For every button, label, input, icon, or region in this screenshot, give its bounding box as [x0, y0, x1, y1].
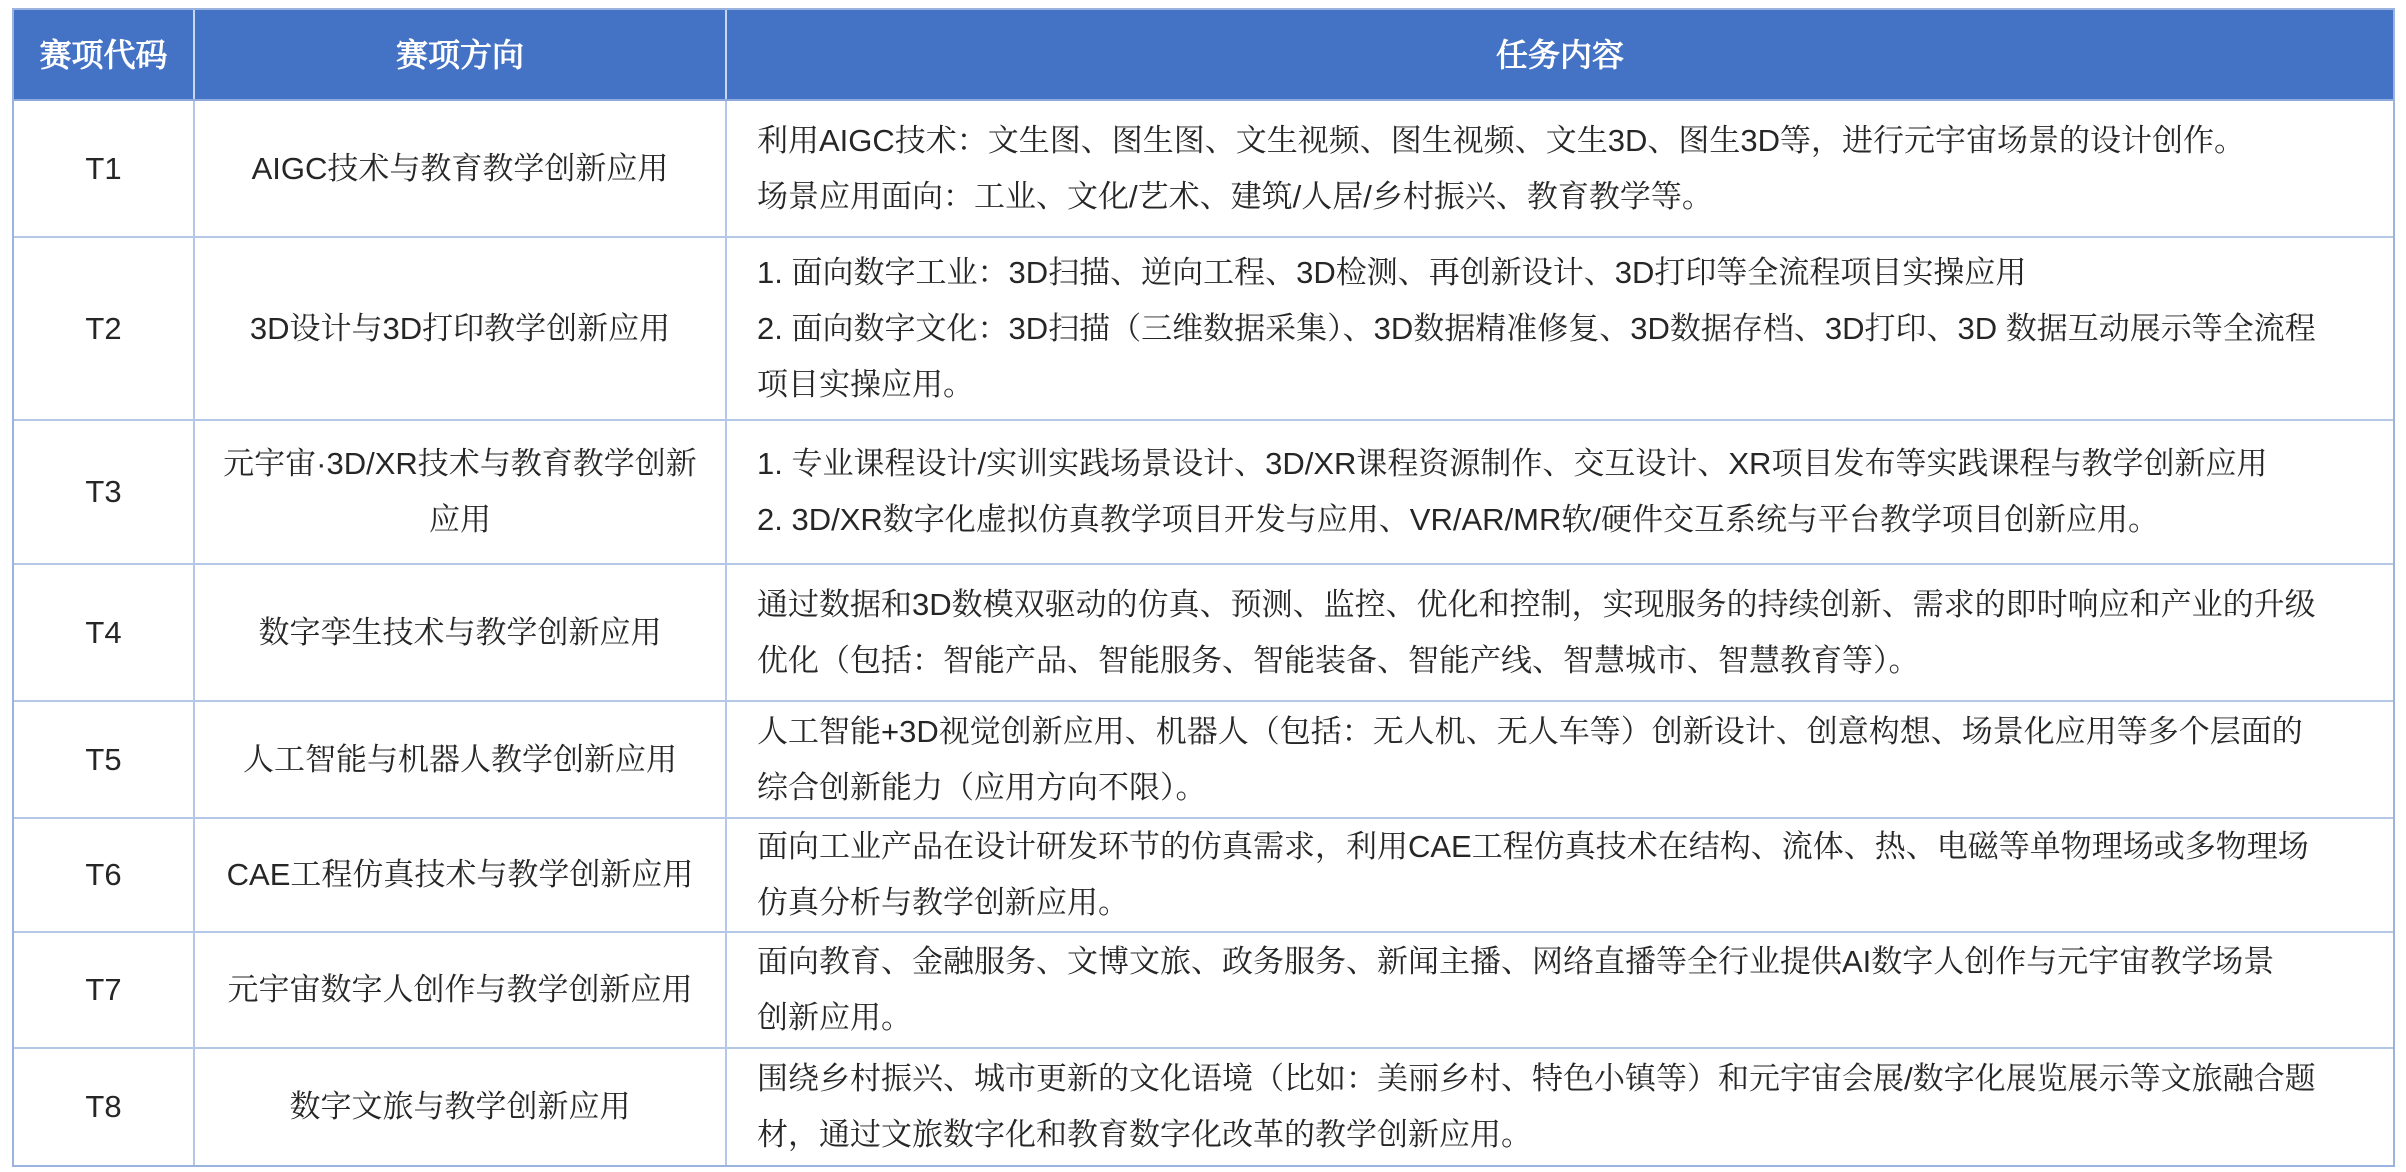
task-line: 项目实操应用。	[757, 366, 974, 402]
table-row	[14, 238, 2393, 421]
code-label: T3	[85, 474, 122, 509]
direction-line: CAE工程仿真技术与教学创新应用	[226, 857, 694, 892]
task-cell	[727, 702, 2393, 817]
code-label: T7	[85, 972, 122, 1007]
direction-line: 数字文旅与教学创新应用	[289, 1089, 631, 1124]
task-cell	[727, 238, 2393, 419]
code-cell	[14, 702, 195, 817]
table-row	[14, 819, 2393, 933]
direction-line: AIGC技术与教育教学创新应用	[251, 150, 669, 186]
code-label: T5	[85, 741, 122, 777]
code-cell	[14, 933, 195, 1047]
code-label: T6	[85, 857, 122, 892]
direction-line: 数字孪生技术与教学创新应用	[258, 614, 662, 650]
code-cell	[14, 101, 195, 236]
direction-line: 元宇宙数字人创作与教学创新应用	[227, 972, 693, 1007]
direction-line: 应用	[429, 502, 491, 537]
direction-line: 3D设计与3D打印教学创新应用	[249, 310, 671, 346]
header-code	[14, 10, 195, 99]
direction-cell	[195, 101, 727, 236]
direction-line: 人工智能与机器人教学创新应用	[243, 741, 677, 777]
task-line: 材，通过文旅数字化和教育数字化改革的教学创新应用。	[757, 1117, 1532, 1152]
task-line: 面向教育、金融服务、文博文旅、政务服务、新闻主播、网络直播等全行业提供AI数字人创作与元宇宙教学场景	[757, 944, 2275, 979]
table-header-row	[14, 10, 2393, 101]
header-direction-label: 赛项方向	[395, 36, 524, 73]
header-task-label: 任务内容	[1495, 36, 1624, 73]
task-cell	[727, 101, 2393, 236]
header-direction	[195, 10, 727, 99]
header-task	[727, 10, 2393, 99]
direction-cell	[195, 702, 727, 817]
task-line: 优化（包括：智能产品、智能服务、智能装备、智能产线、智慧城市、智慧教育等）。	[757, 642, 1920, 678]
task-line: 通过数据和3D数模双驱动的仿真、预测、监控、优化和控制，实现服务的持续创新、需求的即时响应和产业的升级	[757, 586, 2316, 622]
table-row	[14, 933, 2393, 1049]
task-line: 创新应用。	[757, 1000, 912, 1035]
direction-cell	[195, 565, 727, 700]
table-row	[14, 565, 2393, 702]
task-line: 面向工业产品在设计研发环节的仿真需求，利用CAE工程仿真技术在结构、流体、热、电磁等单物理场或多物理场	[757, 829, 2309, 864]
task-line: 仿真分析与教学创新应用。	[757, 885, 1129, 920]
task-cell	[727, 421, 2393, 563]
competition-table	[12, 8, 2395, 1167]
direction-cell	[195, 933, 727, 1047]
code-label: T1	[85, 150, 122, 186]
task-line: 场景应用面向：工业、文化/艺术、建筑/人居/乡村振兴、教育教学等。	[757, 178, 1713, 214]
code-cell	[14, 238, 195, 419]
task-cell	[727, 1049, 2393, 1165]
direction-cell	[195, 1049, 727, 1165]
task-line: 利用AIGC技术：文生图、图生图、文生视频、图生视频、文生3D、图生3D等，进行元宇宙场景的设计创作。	[757, 122, 2246, 158]
direction-cell	[195, 819, 727, 931]
task-cell	[727, 565, 2393, 700]
table-row	[14, 1049, 2393, 1165]
code-cell	[14, 565, 195, 700]
code-label: T2	[85, 310, 122, 346]
task-line: 2. 3D/XR数字化虚拟仿真教学项目开发与应用、VR/AR/MR软/硬件交互系统与平台教学项目创新应用。	[757, 502, 2159, 537]
table-row	[14, 421, 2393, 565]
task-line: 围绕乡村振兴、城市更新的文化语境（比如：美丽乡村、特色小镇等）和元宇宙会展/数字化展览展示等文旅融合题	[757, 1061, 2316, 1096]
table-row	[14, 702, 2393, 819]
task-line: 综合创新能力（应用方向不限）。	[757, 769, 1207, 805]
code-cell	[14, 421, 195, 563]
direction-cell	[195, 421, 727, 563]
code-cell	[14, 1049, 195, 1165]
task-cell	[727, 933, 2393, 1047]
task-line: 2. 面向数字文化：3D扫描（三维数据采集）、3D数据精准修复、3D数据存档、3D打印、3D 数据互动展示等全流程	[757, 310, 2316, 346]
task-line: 1. 专业课程设计/实训实践场景设计、3D/XR课程资源制作、交互设计、XR项目发布等实践课程与教学创新应用	[757, 446, 2268, 481]
task-cell	[727, 819, 2393, 931]
table-row	[14, 101, 2393, 238]
code-label: T4	[85, 614, 122, 650]
header-code-label: 赛项代码	[39, 36, 168, 73]
direction-line: 元宇宙·3D/XR技术与教育教学创新	[223, 446, 697, 481]
task-line: 人工智能+3D视觉创新应用、机器人（包括：无人机、无人车等）创新设计、创意构想、场景化应用等多个层面的	[757, 713, 2303, 749]
direction-cell	[195, 238, 727, 419]
code-label: T8	[85, 1089, 122, 1124]
code-cell	[14, 819, 195, 931]
task-line: 1. 面向数字工业：3D扫描、逆向工程、3D检测、再创新设计、3D打印等全流程项目实操应用	[757, 254, 2027, 290]
